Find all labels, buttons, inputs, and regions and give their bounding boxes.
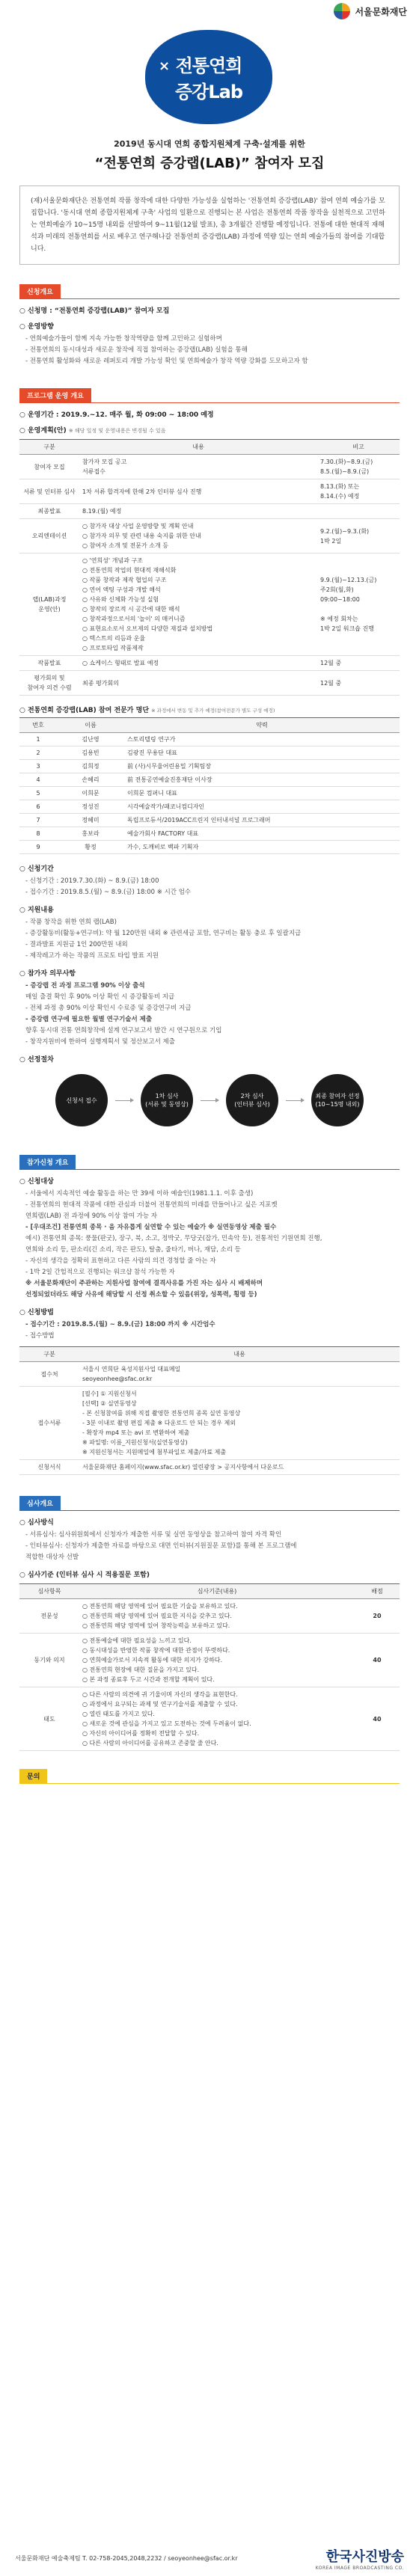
mentor-table [19, 717, 400, 854]
method-content: 서울문화재단 홈페이지(www.sfac.or.kr) 열린광장 > 공지사항에서 다운로드 [79, 1460, 400, 1475]
plan-head-text: ○ 운영계획(안) [19, 427, 67, 435]
plan-cell-content: 최종 평가회의 [79, 671, 317, 696]
plan-cell-label: 서류 및 인터뷰 심사 [19, 479, 79, 504]
plan-cell-note: 8.13.(화) 또는 8.14.(수) 예정 [317, 479, 400, 504]
method-label: 신청서식 [19, 1460, 79, 1475]
arrow-right-icon [115, 1100, 133, 1101]
mentor-name: 정혜미 [57, 814, 124, 827]
plan-cell-note: 7.30.(화)~8.9.(금) 8.5.(월)~8.9.(금) [317, 455, 400, 479]
plan-cell-label: 참여자 모집 [19, 455, 79, 479]
method-head: ○ 신청방법 [19, 1309, 54, 1316]
duty-line: 매일 출결 확인 후 90% 이상 확인 시 증강활동비 지급 [25, 993, 175, 1001]
mentor-name: 홍보라 [57, 827, 124, 841]
mentor-head-text: ○ 전통연희 증강랩(LAB) 참여 전문가 명단 [19, 707, 150, 714]
duty-head: ○ 참가자 의무사항 [19, 970, 76, 978]
plan-cell-content: 1차 서류 합격자에 한해 2차 인터뷰 심사 진행 [79, 479, 317, 504]
target-line: - 1박 2일 간헐적으로 진행되는 워크샵 참석 가능한 자 [25, 1269, 175, 1276]
mentor-bio: 시각예술작가/패코니컴디자인 [124, 800, 400, 814]
method-content: 서울시 연희단 육성지원사업 대표메일 seoyeonhee@sfac.or.kr [79, 1362, 400, 1387]
method-row [19, 1387, 400, 1460]
method-label: 접수서류 [19, 1387, 79, 1460]
mentor-name: 정성진 [57, 800, 124, 814]
plan-row [19, 553, 400, 656]
arrow-right-icon [201, 1100, 218, 1101]
plan-cell-label: 최종발표 [19, 504, 79, 519]
org-name: 서울문화재단 [355, 6, 407, 17]
mentor-no: 5 [19, 787, 57, 800]
plan-row [19, 504, 400, 519]
section-divider [19, 402, 400, 403]
direction-line: - 전통연희의 동시대성과 새로운 창작에 직접 참여하는 증강랩(LAB) 실험을 통해 [25, 346, 248, 354]
mentor-bio: 이희문 컴퍼니 대표 [124, 787, 400, 800]
mentor-name: 김용빈 [57, 746, 124, 760]
criteria-head: ○ 심사기준 (인터뷰 심사 시 적용질문 포함) [19, 1571, 150, 1579]
mentor-row [19, 733, 400, 746]
hero-title-line1: 전통연희 [175, 55, 242, 76]
plan-cell-note: 12월 중 [317, 671, 400, 696]
criteria-row [19, 1599, 400, 1634]
plan-cell-note: 12월 중 [317, 656, 400, 671]
plan-cell-note: 9.9.(월)~12.13.(금) 주2회(월,화) 09:00~18:00 ※ 예정 회차는 1박 2일 워크숍 진행 [317, 553, 400, 656]
direction-line: - 전통연희 활성화와 새로운 레퍼토리 개발 가능성 확인 및 연희예술가 창작 역량 강화를 도모하고자 함 [25, 358, 308, 365]
method-line: - 접수기간 : 2019.8.5.(월) ~ 8.9.(금) 18:00 까지 ※ 시간엄수 [25, 1321, 215, 1328]
headline-sub: 2019년 동시대 연희 종합지원체계 구축·설계를 위한 [114, 139, 305, 149]
mentor-no: 2 [19, 746, 57, 760]
review-method-line: 적합한 대상자 선발 [25, 1554, 79, 1561]
mentor-bio: 독립프로듀서/2019ACC프린지 인터내셔널 프로그래머 [124, 814, 400, 827]
mentor-row [19, 773, 400, 787]
mentor-bio: 前 (사)시무율어린용밀 기획팀장 [124, 760, 400, 773]
mentor-no: 9 [19, 841, 57, 854]
mentor-row [19, 787, 400, 800]
target-line: 연희와 소리 등, 판소리(긴 소리, 작은 판도), 탈춤, 줄타기, 버나, 재담, 소리 등 [25, 1246, 241, 1254]
contact-text: 서울문화재단 예술축제팀 T. 02-758-2045,2048,2232 / seoyeonhee@sfac.or.kr [15, 2554, 238, 2562]
mentor-name: 김희정 [57, 760, 124, 773]
mentor-bio: 스토리텔링 연구가 [124, 733, 400, 746]
method-row [19, 1460, 400, 1475]
plan-cell-content: ○ 참가자 대상 사업 운영방향 및 계획 안내 ○ 참가자 의무 및 관련 내용 숙지를 위한 안내 ○ 참여자 소개 및 전문가 소개 등 [79, 519, 317, 553]
method-table [19, 1346, 400, 1475]
criteria-item: 전문성 [19, 1599, 79, 1634]
headline-main: “전통연희 증강랩(LAB)” 참여자 모집 [94, 156, 325, 171]
mentor-no: 7 [19, 814, 57, 827]
mentor-name: 손혜리 [57, 773, 124, 787]
method-line: - 접수방법 [25, 1332, 55, 1340]
method-col: 내용 [79, 1347, 400, 1362]
mentor-bio: 가수, 도깨비로 백파 기획자 [124, 841, 400, 854]
plan-cell-content: 참가자 모집 공고 서류접수 [79, 455, 317, 479]
mentor-row [19, 746, 400, 760]
mentor-col: 이름 [57, 718, 124, 733]
footer-brand [316, 2546, 404, 2571]
duty-line: - 증강랩 연구에 필요한 월별 연구기술서 제출 [25, 1016, 153, 1023]
plan-cell-label: 작품발표 [19, 656, 79, 671]
plan-cell-label: 오리엔테이션 [19, 519, 79, 553]
criteria-score: 40 [355, 1634, 400, 1687]
mentor-row [19, 841, 400, 854]
target-line: - 서울에서 지속적인 예술 활동을 하는 만 39세 이하 예술인(1981.1.1. 이후 출생) [25, 1190, 254, 1197]
mentor-note: ※ 과정에서 변동 및 추가 예정(참여전문가 별도 구성 예정) [151, 708, 275, 714]
plan-cell-content: ○ 쇼케이스 형태로 발표 예정 [79, 656, 317, 671]
intro-box: (재)서울문화재단은 전통연희 작품 창작에 대한 다양한 가능성을 실험하는 '전통연희 증강랩(LAB)' 참여 연희 예술가를 모집합니다. '동시대 연희 종합지원체계 구축' 사업의 일환으로 진행되는 본 사업은 전통연희 작품 창작을 실천적으로 고민하는 연희예술가 10~15명 내외를 선발하여 9~11월(12월 발표), 총 3개월간 진행할 예정입니다. 전통에 대한 현대적 재해석과 미래의 전통연희를 서로 배우고 연구해나갈 전통연희 증강랩(LAB) 과정에 역량 있는 연희 예술가들의 참여를 기대합니다. [19, 185, 400, 265]
mentor-row [19, 814, 400, 827]
criteria-col: 배점 [355, 1584, 400, 1599]
plan-cell-note: 9.2.(월)~9.3.(화) 1박 2일 [317, 519, 400, 553]
direction-head: ○ 운영방향 [19, 323, 54, 331]
support-line: - 작품 창작을 위한 연희 랩(LAB) [25, 919, 117, 926]
mentor-bio: 前 전통공연예술진흥재단 이사장 [124, 773, 400, 787]
method-content: [필수] ① 지원신청서 [선택] ② 실연동영상 - 본 신청참여를 위해 직접 촬영한 전통연희 종목 실연 동영상 - 3분 이내로 촬영 편집 제출 ※ 다운로드 안 되는 경우 제외 - 확장자 mp4 또는 avi 로 변환하여 제출 ※ 파일명: 이름_지원신청서(실연동영상) ※ 지원신청서는 지원메일에 첨부파일로 제출/자료 제출 [79, 1387, 400, 1460]
criteria-table [19, 1583, 400, 1751]
support-line: - 결과발표 지원금 1인 200만원 내외 [25, 941, 128, 948]
section-title: 심사개요 [19, 1496, 61, 1510]
footer-logo: 한국사진방송 [325, 2548, 404, 2565]
mentor-name: 황정 [57, 841, 124, 854]
process-steps [19, 1067, 400, 1134]
method-col: 구분 [19, 1347, 79, 1362]
review-method-head: ○ 심사방식 [19, 1519, 54, 1527]
section-title: 신청개요 [19, 284, 61, 298]
process-step: 최종 참여자 선정 (10~15명 내외) [311, 1074, 364, 1126]
mentor-head [19, 705, 400, 714]
section-divider [19, 1169, 400, 1170]
footer-sub: KOREA IMAGE BROADCASTING CO. [315, 2565, 404, 2571]
criteria-score: 40 [355, 1687, 400, 1751]
mentor-col: 번호 [19, 718, 57, 733]
hero-banner [0, 22, 419, 135]
headline [0, 135, 419, 172]
foundation-logo-icon [334, 3, 350, 19]
process-step: 신청서 접수 [55, 1074, 108, 1126]
plan-row [19, 671, 400, 696]
hero-badge [145, 30, 272, 124]
plan-row [19, 455, 400, 479]
duty-line: - 전체 과정 총 90% 이상 확인시 수료증 및 증강연구비 지급 [25, 1005, 192, 1012]
plan-cell-content: ○ '연희성' 개념과 구조 ○ 전통연희 작업의 현대적 재해석화 ○ 작품 창작과 제작 협업의 구조 ○ 연어 액팅 구성과 개발 해석 ○ 사유와 신체화 가능성 실험 ○ 창작의 장르적 시 공간에 대한 해석 ○ 창작과정으로서의 '놀이' 의 매커니즘 ○ 표현요소로서 오브제의 다양한 재질과 설치방법 ○ 텍스트의 리듬과 운율 ○ 프로토타입 작품제작 [79, 553, 317, 656]
review-method-line: - 서류심사: 심사위원회에서 신청자가 제출한 서류 및 실연 동영상을 참고하여 참여 자격 확인 [25, 1531, 282, 1539]
mentor-no: 6 [19, 800, 57, 814]
plan-table [19, 439, 400, 696]
section-apply-overview [19, 284, 400, 367]
apply-period-line: - 접수기간 : 2019.8.5.(월) ~ 8.9.(금) 18:00 ※ 시간 엄수 [25, 889, 192, 896]
criteria-desc: ○ 전통예술에 대한 필요성을 느끼고 있다. ○ 동시대성을 반영한 작품 창작에 대한 관점이 뚜렷하다. ○ 연희예술가로서 지속적 활동에 대한 의지가 강하다. ○ 전통연희 현장에 대한 질문을 가지고 있다. ○ 본 과정 종료후 두고 시간과 전개할 계획이 있다. [79, 1634, 355, 1687]
mentor-no: 8 [19, 827, 57, 841]
plan-row [19, 479, 400, 504]
plan-col: 구분 [19, 440, 79, 455]
plan-note: ※ 해당 일정 및 운영내용은 변경될 수 있음 [68, 428, 166, 434]
criteria-desc: ○ 다른 사람의 의견에 귀 기울이며 자신의 생각을 표현한다. ○ 과정에서 요구되는 과제 및 연구기술서를 제출할 수 있다. ○ 열린 태도를 가지고 있다. ○ 새로운 것에 관심을 가지고 있고 도전하는 것에 두려움이 없다. ○ 자신의 아이디어를 정확히 전달할 수 있다. ○ 다른 사람의 아이디어를 공유하고 존중할 줄 안다. [79, 1687, 355, 1751]
mentor-name: 이희문 [57, 787, 124, 800]
apply-period-head: ○ 신청기간 [19, 865, 54, 873]
target-line: - 전통연희의 현대적 작품에 대한 관심과 더불어 전통연희의 미래를 만들어나고 싶은 지포켓 [25, 1201, 278, 1209]
support-line: - 증강활동비(활동+연구비): 약 월 120만원 내외 ※ 관련세금 포함, 연구비는 활동 충로 후 일괄지급 [25, 930, 302, 937]
criteria-row [19, 1634, 400, 1687]
criteria-score: 20 [355, 1599, 400, 1634]
section-application [19, 1155, 400, 1475]
direction-line: - 연희예술가들이 함께 지속 가능한 창작역량을 함께 고민하고 실험하며 [25, 335, 222, 343]
mentor-no: 3 [19, 760, 57, 773]
criteria-col: 심사기준(내용) [79, 1584, 355, 1599]
section-program-overview [19, 388, 400, 1134]
duty-line: 향후 동시대 전통 연희창작에 설계 연구보고서 발간 시 연구원으로 기입 [25, 1027, 222, 1034]
criteria-item: 동기와 의지 [19, 1634, 79, 1687]
apply-period-line: - 신청기간 : 2019.7.30.(화) ~ 8.9.(금) 18:00 [25, 877, 159, 885]
target-line: 예시) 전통연희 종목: 풍물(판굿), 장구, 북, 소고, 정박굿, 무당굿(잡가, 민속악 등), 전통적인 기원연희 진행, [25, 1235, 322, 1242]
method-label: 접수처 [19, 1362, 79, 1387]
plan-col: 비고 [317, 440, 400, 455]
method-row [19, 1362, 400, 1387]
criteria-item: 태도 [19, 1687, 79, 1751]
mentor-row [19, 827, 400, 841]
mentor-bio: 김광진 무용단 대표 [124, 746, 400, 760]
duty-line: - 증강랩 전 과정 프로그램 90% 이상 출석 [25, 982, 145, 990]
footer [0, 2548, 419, 2569]
section-contact [19, 1769, 400, 1784]
review-method-line: - 인터뷰심사: 신청자가 제출한 자료를 바탕으로 대면 인터뷰(지원질문 포함)를 통해 본 프로그램에 [25, 1542, 297, 1550]
target-line: ※ 서울문화재단이 주관하는 지원사업 참여에 결격사유를 가진 자는 심사 시 배제하며 [25, 1280, 263, 1287]
plan-head [19, 425, 400, 435]
plan-cell-note [317, 504, 400, 519]
period-line: ○ 운영기간 : 2019.9.~12. 매주 월, 화 09:00 ~ 18:00 예정 [19, 411, 214, 419]
criteria-desc: ○ 전통연희 해당 영역에 있어 필요한 기술을 보유하고 있다. ○ 전통연희 해당 영역에 있어 필요한 지식을 갖추고 있다. ○ 전통연희 해당 영역에 있어 창작능력을 보유하고 있다. [79, 1599, 355, 1634]
target-line: - 자신의 생각을 정확히 표현하고 다른 사람의 의견 경청할 줄 아는 자 [25, 1257, 216, 1265]
plan-cell-content: 8.19.(월) 예정 [79, 504, 317, 519]
target-line: 연희랩(LAB) 전 과정에 90% 이상 참여 가능 자 [25, 1212, 157, 1220]
plan-cell-label: 평가회의 및 참여자 의견 수렴 [19, 671, 79, 696]
process-step: 2차 심사 (인터뷰 심사) [226, 1074, 278, 1126]
section-divider [19, 1783, 400, 1784]
section-divider [19, 1510, 400, 1511]
hero-x: × [159, 58, 171, 74]
mentor-no: 1 [19, 733, 57, 746]
mentor-col: 약력 [124, 718, 400, 733]
section-divider [19, 298, 400, 299]
arrow-right-icon [286, 1100, 304, 1101]
apply-name: ○ 신청명 : “전통연희 증강랩(LAB)” 참여자 모집 [19, 307, 170, 315]
section-title: 참가신청 개요 [19, 1155, 76, 1169]
hero-title-line2: 증강Lab [174, 82, 243, 102]
criteria-col: 심사항목 [19, 1584, 79, 1599]
mentor-row [19, 800, 400, 814]
section-title: 문의 [19, 1769, 47, 1783]
target-line: 선정되었더라도 해당 사유에 해당할 시 선정 취소할 수 있음(위장, 성폭력, 횡령 등) [25, 1291, 257, 1298]
plan-cell-label: 랩(LAB)과정 운영(안) [19, 553, 79, 656]
mentor-row [19, 760, 400, 773]
target-line: - [우대조건] 전통연희 종목 · 음 자유롭게 실연할 수 있는 예술가 ※ 실연동영상 제출 필수 [25, 1224, 277, 1231]
support-line: - 제작레고가 하는 작품의 프로토 타입 발표 지원 [25, 952, 159, 960]
target-head: ○ 신청대상 [19, 1178, 54, 1186]
plan-row [19, 519, 400, 553]
process-step: 1차 심사 (서류 및 동영상) [141, 1074, 193, 1126]
duty-line: - 창작지원비에 한하여 실행계획서 및 정산보고서 제출 [25, 1038, 175, 1046]
process-head: ○ 선정절차 [19, 1056, 54, 1064]
criteria-row [19, 1687, 400, 1751]
plan-col: 내용 [79, 440, 317, 455]
plan-row [19, 656, 400, 671]
top-bar [0, 0, 419, 22]
mentor-name: 김난영 [57, 733, 124, 746]
mentor-bio: 예술가회사 FACTORY 대표 [124, 827, 400, 841]
support-head: ○ 지원내용 [19, 907, 54, 914]
mentor-no: 4 [19, 773, 57, 787]
section-title: 프로그램 운영 개요 [19, 388, 91, 402]
section-review [19, 1496, 400, 1751]
